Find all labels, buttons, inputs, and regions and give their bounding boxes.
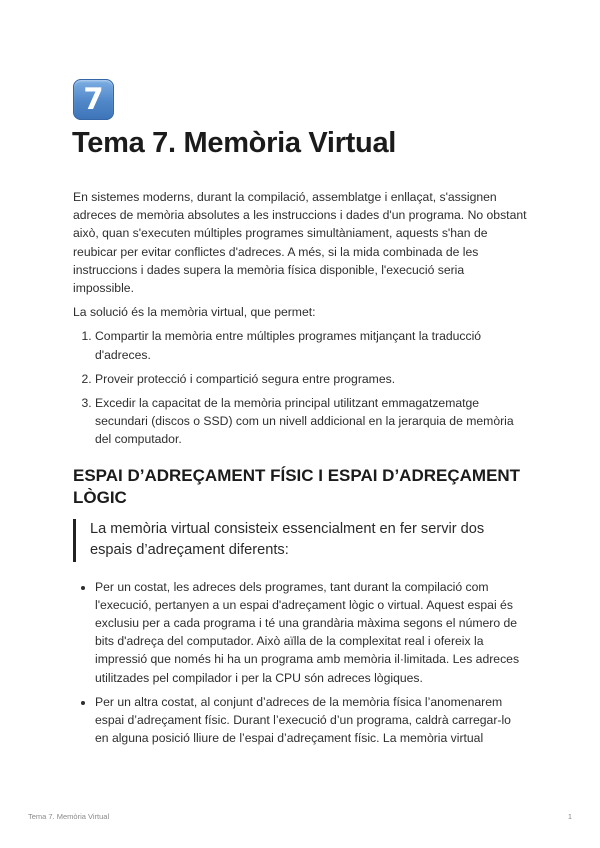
badge-number: 7	[83, 82, 104, 116]
list-item: 2. Proveir protecció i compartició segura entre programes.	[95, 370, 527, 388]
list-item: 1. Compartir la memòria entre múltiples programes mitjançant la traducció d'adreces.	[95, 327, 527, 363]
page-title: Tema 7. Memòria Virtual	[72, 127, 397, 159]
list-item: • Per un altra costat, al conjunt d’adreces de la memòria física l’anomenarem espai d’adreçament físic. Durant l’execució d’un programa, caldrà carregar-lo en alguna posició lliure de l’espai d’adreçament físic. La memòria virtual	[95, 693, 527, 748]
document-body	[73, 188, 527, 753]
number-seven-emoji-icon	[73, 79, 114, 120]
benefits-list	[73, 327, 527, 448]
list-item: 3. Excedir la capacitat de la memòria principal utilitzant emmagatzematge secundari (discos o SSD) com un nivell addicional en la jerarquia de memòria del computador.	[95, 394, 527, 449]
page-number: 1	[567, 812, 572, 821]
list-item: • Per un costat, les adreces dels programes, tant durant la compilació com l'execució, pertanyen a un espai d'adreçament lògic o virtual. Aquest espai és exclusiu per a cada programa i té una grandària màxima segons el número de bits d'adreça del computador. Això aïlla de la complexitat real i ofereix la impressió que només hi ha un programa amb memòria il·limitada. Les adreces utilitzades pel compilador i per la CPU són adreces lògiques.	[95, 578, 527, 687]
intro-paragraph: En sistemes moderns, durant la compilació, assemblatge i enllaçat, s'assignen adreces de memòria absolutes a les instruccions i dades d'un programa. No obstant això, quan s'executen múltiples programes simultàniament, aquests s'han de reubicar per evitar conflictes d'adreces. A més, si la mida combinada de les instruccions i dades supera la memòria física disponible, l'execució seria impossible.	[73, 190, 527, 296]
callout-quote: La memòria virtual consisteix essencialment en fer servir dos espais d’adreçament diferents:	[73, 519, 527, 562]
intro-lead: La solució és la memòria virtual, que permet:	[73, 305, 316, 320]
footer-title: Tema 7. Memòria Virtual	[28, 812, 110, 821]
section-heading: ESPAI D’ADREÇAMENT FÍSIC I ESPAI D’ADREÇAMENT LÒGIC	[73, 465, 521, 507]
address-space-list	[73, 578, 527, 748]
